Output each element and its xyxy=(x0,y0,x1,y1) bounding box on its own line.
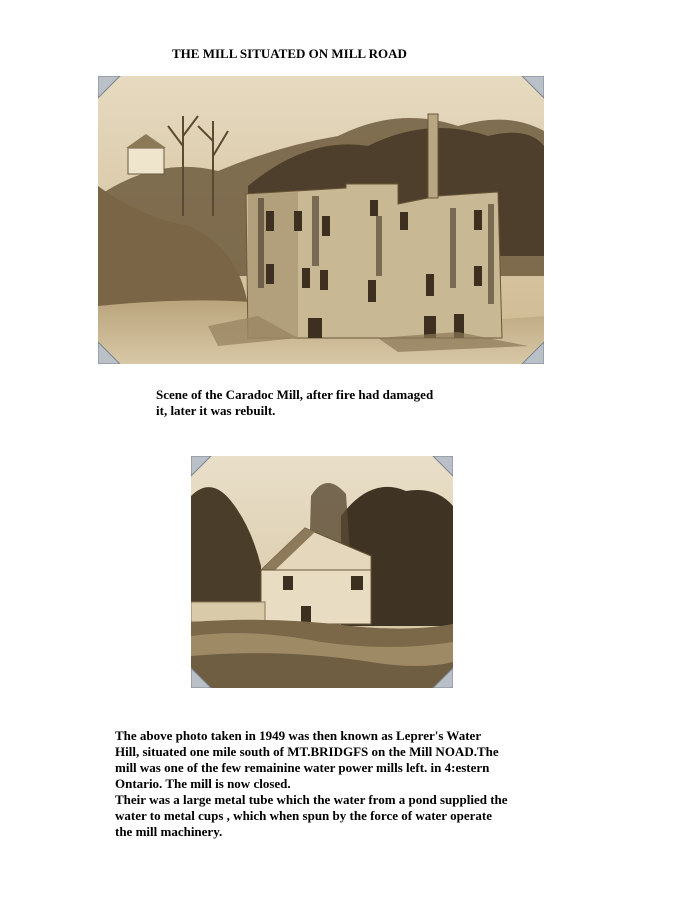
paragraph-line: The above photo taken in 1949 was then known as Leprer's Water xyxy=(115,728,482,743)
caption-line: it, later it was rebuilt. xyxy=(156,403,276,418)
water-mill-building-photo xyxy=(191,456,453,688)
photo1-caption xyxy=(156,387,496,419)
paragraph-line: Hill, situated one mile south of MT.BRIDGFS on the Mill NOAD.The xyxy=(115,744,499,759)
paragraph-line: water to metal cups , which when spun by the force of water operate xyxy=(115,808,492,823)
description-paragraph xyxy=(115,728,585,840)
page-title: THE MILL SITUATED ON MILL ROAD xyxy=(172,46,407,61)
paragraph-line: Ontario. The mill is now closed. xyxy=(115,776,291,791)
paragraph-line: the mill machinery. xyxy=(115,824,223,839)
caption-line: Scene of the Caradoc Mill, after fire had damaged xyxy=(156,387,434,402)
paragraph-line: Their was a large metal tube which the water from a pond supplied the xyxy=(115,792,508,807)
paragraph-line: mill was one of the few remainine water power mills left. in 4:estern xyxy=(115,760,490,775)
burned-mill-ruins-photo xyxy=(98,76,544,364)
